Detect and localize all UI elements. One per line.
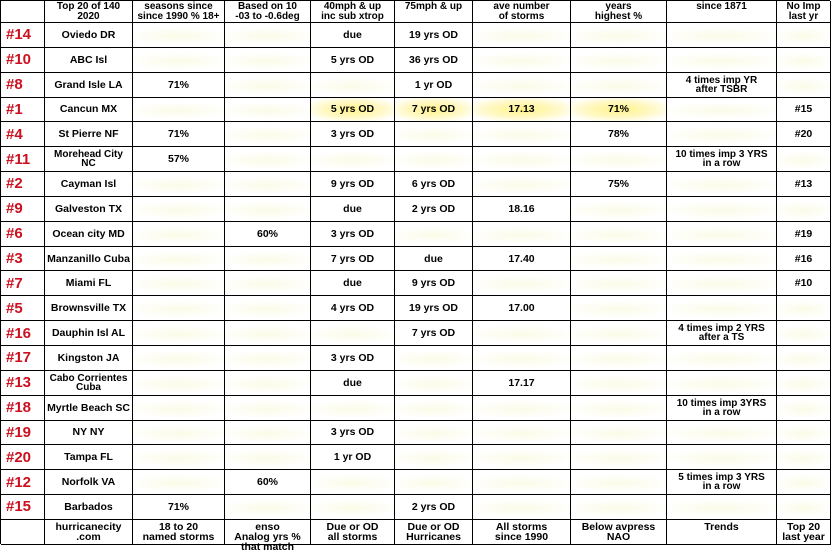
cell-avg-storms: 18.16 xyxy=(473,197,571,222)
cell-due-all-storms: 9 yrs OD xyxy=(311,172,395,197)
cell-trends xyxy=(667,222,777,247)
cell-trends xyxy=(667,495,777,520)
cell-seasons-pct xyxy=(133,296,225,321)
cell-below-nao-pct xyxy=(571,396,667,421)
cell-top20-last-year xyxy=(777,23,831,48)
cell-trends xyxy=(667,48,777,73)
cell-rank: #14 xyxy=(1,23,45,48)
cell-below-nao-pct xyxy=(571,48,667,73)
cell-location: Galveston TX xyxy=(45,197,133,222)
cell-top20-last-year xyxy=(777,470,831,495)
cell-avg-storms xyxy=(473,271,571,296)
cell-avg-storms xyxy=(473,172,571,197)
cell-below-nao-pct: 75% xyxy=(571,172,667,197)
cell-top20-last-year xyxy=(777,48,831,73)
footer-due-all-storms: Due or OD all storms xyxy=(311,520,395,545)
cell-trends xyxy=(667,23,777,48)
header-trends: since 1871 xyxy=(667,1,777,23)
cell-trends xyxy=(667,122,777,147)
cell-rank: #2 xyxy=(1,172,45,197)
footer-below-nao-pct: Below avpress NAO xyxy=(571,520,667,545)
header-rank xyxy=(1,1,45,23)
cell-avg-storms xyxy=(473,470,571,495)
cell-avg-storms: 17.00 xyxy=(473,296,571,321)
cell-due-hurricanes: 19 yrs OD xyxy=(395,296,473,321)
footer-trends: Trends xyxy=(667,520,777,545)
cell-avg-storms xyxy=(473,73,571,98)
cell-rank: #17 xyxy=(1,346,45,371)
cell-trends: 10 times imp 3 YRS in a row xyxy=(667,147,777,172)
cell-top20-last-year: #13 xyxy=(777,172,831,197)
cell-due-all-storms: 5 yrs OD xyxy=(311,48,395,73)
cell-rank: #12 xyxy=(1,470,45,495)
cell-due-hurricanes: 2 yrs OD xyxy=(395,495,473,520)
cell-due-all-storms xyxy=(311,147,395,172)
header-below-nao-pct: years highest % xyxy=(571,1,667,23)
cell-location: Grand Isle LA xyxy=(45,73,133,98)
cell-top20-last-year xyxy=(777,321,831,346)
cell-location: Barbados xyxy=(45,495,133,520)
cell-below-nao-pct xyxy=(571,23,667,48)
cell-below-nao-pct: 71% xyxy=(571,98,667,123)
cell-avg-storms: 17.13 xyxy=(473,98,571,123)
cell-seasons-pct xyxy=(133,197,225,222)
cell-due-hurricanes xyxy=(395,396,473,421)
cell-avg-storms: 17.40 xyxy=(473,247,571,272)
cell-due-hurricanes: 2 yrs OD xyxy=(395,197,473,222)
cell-enso-analog-pct xyxy=(225,172,311,197)
cell-location: Brownsville TX xyxy=(45,296,133,321)
cell-due-hurricanes: 9 yrs OD xyxy=(395,271,473,296)
cell-enso-analog-pct xyxy=(225,396,311,421)
cell-rank: #13 xyxy=(1,371,45,396)
cell-trends: 5 times imp 3 YRS in a row xyxy=(667,470,777,495)
cell-avg-storms xyxy=(473,23,571,48)
cell-seasons-pct xyxy=(133,445,225,470)
cell-rank: #18 xyxy=(1,396,45,421)
footer-seasons-pct: 18 to 20 named storms xyxy=(133,520,225,545)
cell-seasons-pct xyxy=(133,98,225,123)
cell-avg-storms xyxy=(473,222,571,247)
cell-due-hurricanes xyxy=(395,222,473,247)
cell-seasons-pct xyxy=(133,222,225,247)
cell-due-all-storms: due xyxy=(311,197,395,222)
cell-below-nao-pct xyxy=(571,445,667,470)
cell-seasons-pct xyxy=(133,271,225,296)
cell-rank: #9 xyxy=(1,197,45,222)
cell-enso-analog-pct xyxy=(225,147,311,172)
cell-enso-analog-pct xyxy=(225,122,311,147)
header-seasons-pct: seasons since since 1990 % 18+ xyxy=(133,1,225,23)
cell-seasons-pct xyxy=(133,48,225,73)
cell-enso-analog-pct xyxy=(225,247,311,272)
cell-rank: #5 xyxy=(1,296,45,321)
cell-rank: #10 xyxy=(1,48,45,73)
cell-top20-last-year xyxy=(777,346,831,371)
cell-due-hurricanes: 1 yr OD xyxy=(395,73,473,98)
cell-location: Kingston JA xyxy=(45,346,133,371)
cell-enso-analog-pct: 60% xyxy=(225,222,311,247)
cell-below-nao-pct xyxy=(571,421,667,446)
cell-due-all-storms: due xyxy=(311,271,395,296)
cell-enso-analog-pct xyxy=(225,73,311,98)
cell-due-hurricanes: 36 yrs OD xyxy=(395,48,473,73)
cell-avg-storms xyxy=(473,48,571,73)
cell-top20-last-year xyxy=(777,296,831,321)
cell-due-hurricanes xyxy=(395,470,473,495)
cell-trends xyxy=(667,421,777,446)
cell-location: Manzanillo Cuba xyxy=(45,247,133,272)
cell-top20-last-year: #20 xyxy=(777,122,831,147)
cell-enso-analog-pct xyxy=(225,346,311,371)
cell-below-nao-pct xyxy=(571,371,667,396)
cell-due-all-storms: 3 yrs OD xyxy=(311,222,395,247)
cell-rank: #1 xyxy=(1,98,45,123)
cell-due-hurricanes: due xyxy=(395,247,473,272)
cell-avg-storms xyxy=(473,396,571,421)
cell-due-hurricanes xyxy=(395,421,473,446)
cell-seasons-pct xyxy=(133,396,225,421)
cell-avg-storms: 17.17 xyxy=(473,371,571,396)
cell-location: St Pierre NF xyxy=(45,122,133,147)
cell-enso-analog-pct xyxy=(225,495,311,520)
cell-below-nao-pct xyxy=(571,296,667,321)
cell-seasons-pct xyxy=(133,23,225,48)
footer-due-hurricanes: Due or OD Hurricanes xyxy=(395,520,473,545)
cell-seasons-pct xyxy=(133,321,225,346)
cell-location: ABC Isl xyxy=(45,48,133,73)
header-enso-analog-pct: Based on 10 -03 to -0.6deg xyxy=(225,1,311,23)
cell-avg-storms xyxy=(473,445,571,470)
cell-due-hurricanes xyxy=(395,122,473,147)
cell-due-hurricanes: 6 yrs OD xyxy=(395,172,473,197)
cell-trends xyxy=(667,98,777,123)
cell-avg-storms xyxy=(473,346,571,371)
cell-trends xyxy=(667,346,777,371)
cell-top20-last-year: #10 xyxy=(777,271,831,296)
cell-top20-last-year xyxy=(777,371,831,396)
cell-enso-analog-pct xyxy=(225,23,311,48)
cell-due-hurricanes: 7 yrs OD xyxy=(395,321,473,346)
cell-location: NY NY xyxy=(45,421,133,446)
cell-due-hurricanes: 7 yrs OD xyxy=(395,98,473,123)
cell-top20-last-year xyxy=(777,495,831,520)
footer-rank xyxy=(1,520,45,545)
cell-rank: #16 xyxy=(1,321,45,346)
cell-location: Morehead City NC xyxy=(45,147,133,172)
cell-top20-last-year: #15 xyxy=(777,98,831,123)
cell-enso-analog-pct xyxy=(225,98,311,123)
cell-enso-analog-pct xyxy=(225,371,311,396)
cell-enso-analog-pct xyxy=(225,271,311,296)
cell-due-hurricanes xyxy=(395,445,473,470)
cell-rank: #4 xyxy=(1,122,45,147)
cell-seasons-pct xyxy=(133,346,225,371)
cell-below-nao-pct xyxy=(571,247,667,272)
cell-seasons-pct: 57% xyxy=(133,147,225,172)
cell-location: Miami FL xyxy=(45,271,133,296)
cell-avg-storms xyxy=(473,421,571,446)
cell-enso-analog-pct xyxy=(225,421,311,446)
header-location: Top 20 of 140 2020 xyxy=(45,1,133,23)
cell-top20-last-year xyxy=(777,421,831,446)
cell-due-all-storms xyxy=(311,321,395,346)
cell-below-nao-pct xyxy=(571,73,667,98)
cell-below-nao-pct xyxy=(571,321,667,346)
cell-top20-last-year: #16 xyxy=(777,247,831,272)
cell-enso-analog-pct xyxy=(225,321,311,346)
cell-due-all-storms: due xyxy=(311,371,395,396)
cell-top20-last-year xyxy=(777,147,831,172)
cell-below-nao-pct xyxy=(571,271,667,296)
cell-seasons-pct xyxy=(133,421,225,446)
cell-location: Dauphin Isl AL xyxy=(45,321,133,346)
footer-location: hurricanecity .com xyxy=(45,520,133,545)
cell-rank: #11 xyxy=(1,147,45,172)
cell-top20-last-year xyxy=(777,445,831,470)
cell-below-nao-pct xyxy=(571,147,667,172)
cell-due-all-storms xyxy=(311,470,395,495)
cell-rank: #19 xyxy=(1,421,45,446)
cell-due-all-storms: 3 yrs OD xyxy=(311,346,395,371)
cell-below-nao-pct xyxy=(571,346,667,371)
cell-due-all-storms: 3 yrs OD xyxy=(311,122,395,147)
cell-top20-last-year xyxy=(777,396,831,421)
cell-enso-analog-pct: 60% xyxy=(225,470,311,495)
cell-due-hurricanes xyxy=(395,371,473,396)
cell-trends xyxy=(667,247,777,272)
cell-due-all-storms: due xyxy=(311,23,395,48)
cell-due-all-storms xyxy=(311,495,395,520)
cell-due-hurricanes: 19 yrs OD xyxy=(395,23,473,48)
cell-seasons-pct xyxy=(133,247,225,272)
cell-location: Oviedo DR xyxy=(45,23,133,48)
cell-trends xyxy=(667,271,777,296)
cell-rank: #8 xyxy=(1,73,45,98)
cell-enso-analog-pct xyxy=(225,445,311,470)
footer-enso-analog-pct: enso Analog yrs % that match xyxy=(225,520,311,545)
cell-below-nao-pct xyxy=(571,222,667,247)
cell-below-nao-pct xyxy=(571,470,667,495)
cell-rank: #6 xyxy=(1,222,45,247)
cell-seasons-pct xyxy=(133,172,225,197)
cell-trends xyxy=(667,371,777,396)
cell-due-hurricanes xyxy=(395,147,473,172)
cell-trends xyxy=(667,197,777,222)
cell-trends xyxy=(667,445,777,470)
cell-due-all-storms: 7 yrs OD xyxy=(311,247,395,272)
cell-location: Norfolk VA xyxy=(45,470,133,495)
cell-rank: #7 xyxy=(1,271,45,296)
cell-due-all-storms: 4 yrs OD xyxy=(311,296,395,321)
header-top20-last-year: No Imp last yr xyxy=(777,1,831,23)
cell-avg-storms xyxy=(473,321,571,346)
cell-due-all-storms xyxy=(311,396,395,421)
cell-avg-storms xyxy=(473,147,571,172)
cell-rank: #20 xyxy=(1,445,45,470)
cell-location: Cabo Corrientes Cuba xyxy=(45,371,133,396)
cell-top20-last-year xyxy=(777,197,831,222)
header-due-hurricanes: 75mph & up xyxy=(395,1,473,23)
cell-below-nao-pct xyxy=(571,197,667,222)
cell-avg-storms xyxy=(473,495,571,520)
cell-below-nao-pct xyxy=(571,495,667,520)
cell-enso-analog-pct xyxy=(225,197,311,222)
cell-rank: #15 xyxy=(1,495,45,520)
cell-due-all-storms xyxy=(311,73,395,98)
cell-enso-analog-pct xyxy=(225,296,311,321)
cell-location: Ocean city MD xyxy=(45,222,133,247)
cell-below-nao-pct: 78% xyxy=(571,122,667,147)
cell-seasons-pct: 71% xyxy=(133,122,225,147)
cell-due-all-storms: 1 yr OD xyxy=(311,445,395,470)
footer-avg-storms: All storms since 1990 xyxy=(473,520,571,545)
footer-top20-last-year: Top 20 last year xyxy=(777,520,831,545)
cell-location: Tampa FL xyxy=(45,445,133,470)
cell-trends: 4 times imp YR after TSBR xyxy=(667,73,777,98)
cell-location: Cancun MX xyxy=(45,98,133,123)
cell-due-all-storms: 3 yrs OD xyxy=(311,421,395,446)
cell-top20-last-year xyxy=(777,73,831,98)
header-avg-storms: ave number of storms xyxy=(473,1,571,23)
cell-seasons-pct: 71% xyxy=(133,73,225,98)
cell-due-hurricanes xyxy=(395,346,473,371)
cell-seasons-pct: 71% xyxy=(133,495,225,520)
cell-due-all-storms: 5 yrs OD xyxy=(311,98,395,123)
cell-location: Cayman Isl xyxy=(45,172,133,197)
cell-trends xyxy=(667,296,777,321)
cell-rank: #3 xyxy=(1,247,45,272)
cell-trends: 10 times imp 3YRS in a row xyxy=(667,396,777,421)
cell-enso-analog-pct xyxy=(225,48,311,73)
cell-seasons-pct xyxy=(133,371,225,396)
cell-top20-last-year: #19 xyxy=(777,222,831,247)
cell-avg-storms xyxy=(473,122,571,147)
cell-trends xyxy=(667,172,777,197)
cell-trends: 4 times imp 2 YRS after a TS xyxy=(667,321,777,346)
cell-location: Myrtle Beach SC xyxy=(45,396,133,421)
header-due-all-storms: 40mph & up inc sub xtrop xyxy=(311,1,395,23)
cell-seasons-pct xyxy=(133,470,225,495)
